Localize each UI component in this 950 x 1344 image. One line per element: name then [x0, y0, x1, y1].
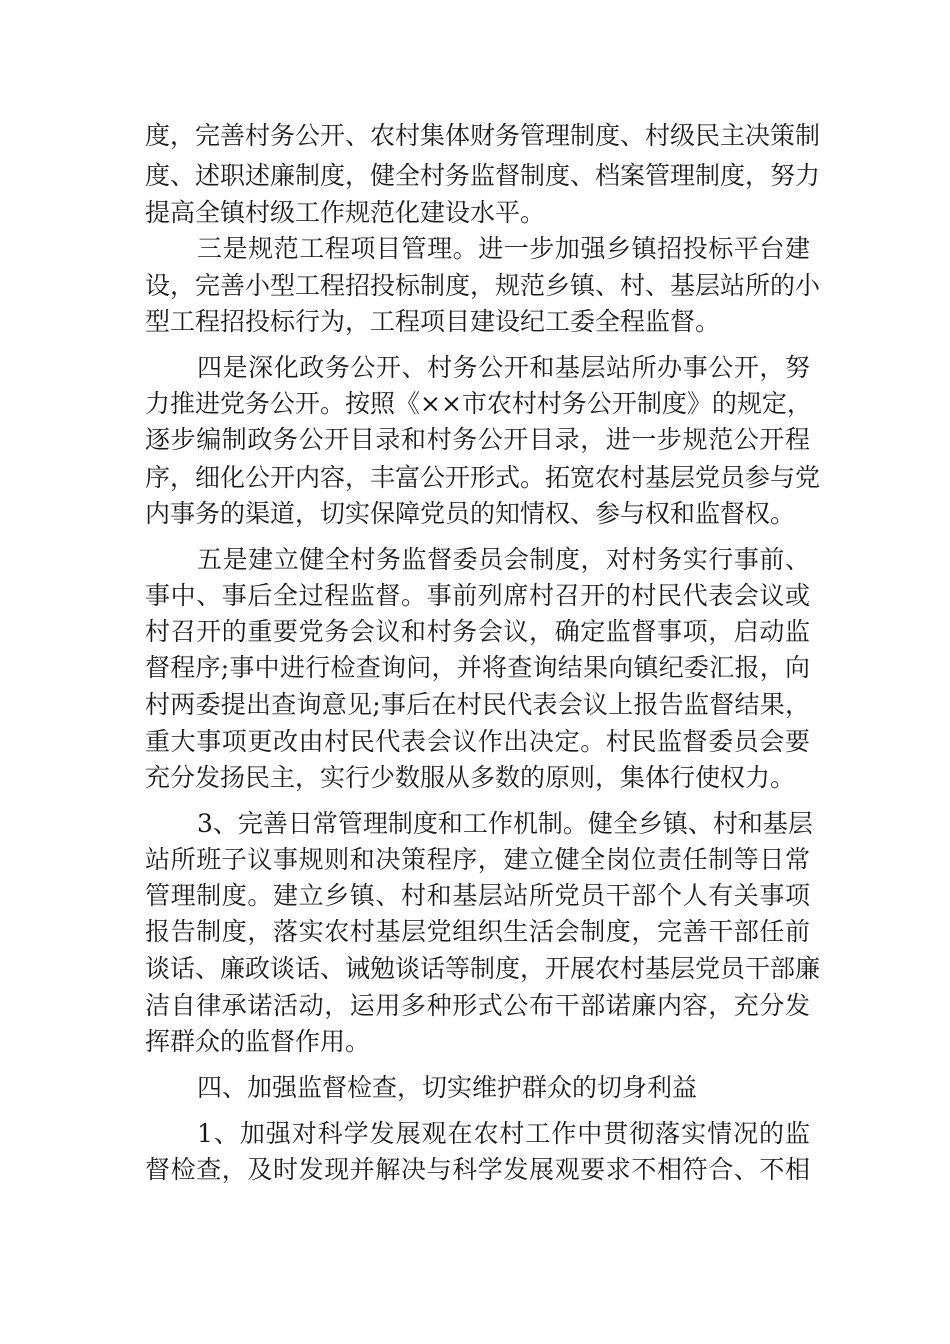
text-line: 力推进党务公开。按照《××市农村村务公开制度》的规定，: [145, 389, 812, 418]
text-line: 序，细化公开内容，丰富公开形式。拓宽农村基层党员参与党: [145, 463, 821, 492]
text-line: 事中、事后全过程监督。事前列席村召开的村民代表会议或: [145, 581, 810, 610]
text-line: 五是建立健全村务监督委员会制度，对村务实行事前、: [197, 545, 810, 574]
text-line: 设，完善小型工程招投标制度，规范乡镇、村、基层站所的小: [145, 271, 821, 300]
text-line: 提高全镇村级工作规范化建设水平。: [145, 198, 546, 227]
text-line: 充分发扬民主，实行少数服从多数的原则，集体行使权力。: [145, 763, 796, 792]
text-line: 督程序;事中进行检查询问，并将查询结果向镇纪委汇报，向: [145, 653, 810, 682]
text-line: 村两委提出查询意见;事后在村民代表会议上报告监督结果，: [145, 690, 810, 719]
text-line: 督检查，及时发现并解决与科学发展观要求不相符合、不相: [145, 1155, 810, 1184]
text-line: 重大事项更改由村民代表会议作出决定。村民监督委员会要: [145, 727, 810, 756]
text-line: 挥群众的监督作用。: [145, 1027, 371, 1056]
text-line: 站所班子议事规则和决策程序，建立健全岗位责任制等日常: [145, 845, 810, 874]
text-line: 谈话、廉政谈话、诫勉谈话等制度，开展农村基层党员干部廉: [145, 954, 821, 983]
text-line: 内事务的渠道，切实保障党员的知情权、参与权和监督权。: [145, 499, 796, 528]
text-line: 四是深化政务公开、村务公开和基层站所办事公开，努: [197, 353, 810, 382]
section-heading: 四、加强监督检查，切实维护群众的切身利益: [197, 1073, 698, 1102]
text-line: 报告制度，落实农村基层党组织生活会制度，完善干部任前: [145, 917, 810, 946]
text-line: 洁自律承诺活动，运用多种形式公布干部诺廉内容，充分发: [145, 991, 810, 1020]
text-line: 型工程招投标行为，工程项目建设纪工委全程监督。: [145, 307, 721, 336]
text-line: 逐步编制政务公开目录和村务公开目录，进一步规范公开程: [145, 425, 810, 454]
text-line: 度，完善村务公开、农村集体财务管理制度、村级民主决策制: [145, 121, 821, 150]
text-line: 1、加强对科学发展观在农村工作中贯彻落实情况的监: [197, 1119, 810, 1148]
text-line: 3、完善日常管理制度和工作机制。健全乡镇、村和基层: [197, 809, 813, 838]
text-line: 三是规范工程项目管理。进一步加强乡镇招投标平台建: [197, 234, 810, 263]
text-line: 村召开的重要党务会议和村务会议，确定监督事项，启动监: [145, 617, 810, 646]
text-line: 管理制度。建立乡镇、村和基层站所党员干部个人有关事项: [145, 881, 810, 910]
text-line: 度、述职述廉制度，健全村务监督制度、档案管理制度，努力: [145, 161, 821, 190]
